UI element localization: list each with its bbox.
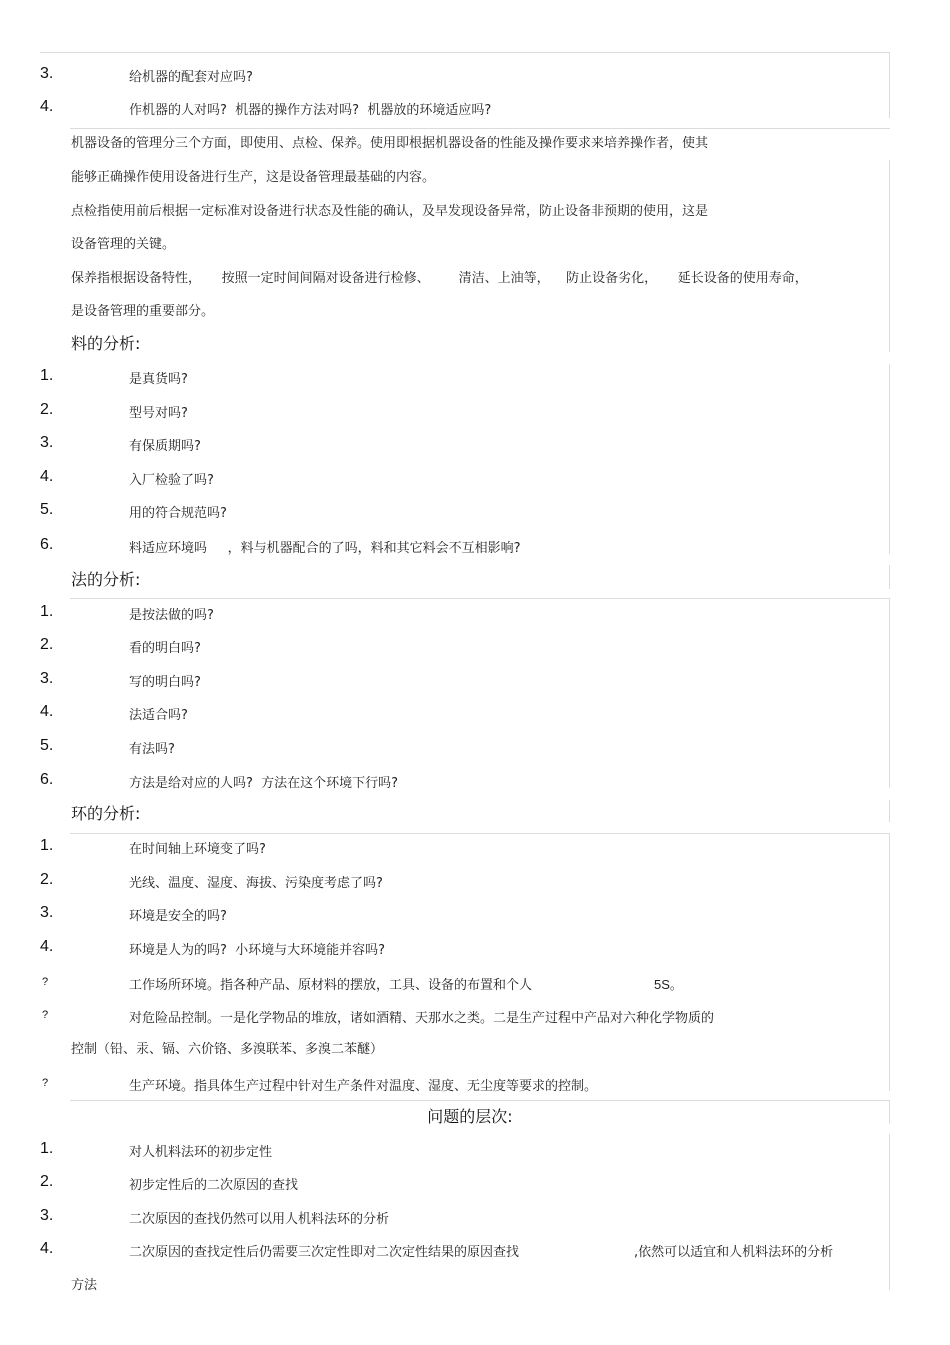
list-item: 初步定性后的二次原因的查找 xyxy=(129,1178,299,1193)
list-item: 是真货吗? xyxy=(129,372,188,387)
paragraph-line: 设备管理的关键。 xyxy=(71,237,176,252)
list-item: 有法吗? xyxy=(129,742,175,757)
list-item: 给机器的配套对应吗? xyxy=(129,70,253,85)
list-item: 方法是给对应的人吗? 方法在这个环境下行吗? xyxy=(129,776,399,791)
table-border xyxy=(889,364,890,554)
list-number: 6. xyxy=(40,771,54,788)
list-item: 环境是安全的吗? xyxy=(129,909,227,924)
list-number: 3. xyxy=(40,434,54,451)
bullet-continuation: 控制（铅、汞、镉、六价铬、多溴联苯、多溴二苯醚） xyxy=(71,1042,384,1057)
section-heading-levels: 问题的层次: xyxy=(427,1107,513,1126)
table-border xyxy=(70,833,890,834)
list-number: 2. xyxy=(40,1173,54,1190)
list-item: 有保质期吗? xyxy=(129,439,201,454)
table-border xyxy=(70,598,890,599)
list-item: 用的符合规范吗? xyxy=(129,506,227,521)
table-border xyxy=(889,800,890,822)
section-heading-method: 法的分析: xyxy=(71,570,141,589)
list-number: 3. xyxy=(40,1207,54,1224)
table-border xyxy=(889,52,890,118)
list-item: 在时间轴上环境变了吗? xyxy=(129,842,266,857)
paragraph-line: 点检指使用前后根据一定标准对设备进行状态及性能的确认，及早发现设备异常，防止设备非预期的使用，这是 xyxy=(71,204,709,219)
list-number: 1. xyxy=(40,603,54,620)
list-item: 光线、温度、湿度、海拔、污染度考虑了吗? xyxy=(129,876,383,891)
list-item: 二次原因的查找定性后仍需要三次定性即对二次定性结果的原因查找 xyxy=(129,1245,520,1260)
list-number: 1. xyxy=(40,837,54,854)
list-item: 写的明白吗? xyxy=(129,675,201,690)
list-number: 1. xyxy=(40,367,54,384)
list-item: 二次原因的查找仍然可以用人机料法环的分析 xyxy=(129,1212,390,1227)
list-item: 料适应环境吗 ，料与机器配合的了吗，料和其它料会不互相影响? xyxy=(129,541,521,556)
list-item-continuation: 方法 xyxy=(71,1278,98,1293)
table-border xyxy=(889,160,890,352)
table-border xyxy=(70,128,890,129)
section-heading-environment: 环的分析: xyxy=(71,804,141,823)
list-item: 入厂检验了吗? xyxy=(129,473,214,488)
bullet-item: 对危险品控制。一是化学物品的堆放，诸如酒精、天那水之类。二是生产过程中产品对六种化学物质的 xyxy=(129,1011,715,1026)
table-border xyxy=(889,1134,890,1290)
list-number: 6. xyxy=(40,536,54,553)
list-item: 对人机料法环的初步定性 xyxy=(129,1145,273,1160)
list-number: 5. xyxy=(40,501,54,518)
list-number: 4. xyxy=(40,703,54,720)
list-number: 2. xyxy=(40,871,54,888)
list-item: 型号对吗? xyxy=(129,406,188,421)
list-number: 4. xyxy=(40,938,54,955)
section-heading-material: 料的分析: xyxy=(71,334,141,353)
list-number: 3. xyxy=(40,904,54,921)
list-item: 环境是人为的吗? 小环境与大环境能并容吗? xyxy=(129,943,386,958)
table-border xyxy=(40,52,890,53)
paragraph-line: 是设备管理的重要部分。 xyxy=(71,304,215,319)
list-number: 1. xyxy=(40,1140,54,1157)
list-number: 4. xyxy=(40,1240,54,1257)
list-item: 是按法做的吗? xyxy=(129,608,214,623)
table-border xyxy=(889,598,890,788)
table-border xyxy=(70,1100,890,1101)
bullet-item: 生产环境。指具体生产过程中针对生产条件对温度、湿度、无尘度等要求的控制。 xyxy=(129,1079,598,1094)
list-number: 4. xyxy=(40,468,54,485)
list-item: 作机器的人对吗? 机器的操作方法对吗? 机器放的环境适应吗? xyxy=(129,103,492,118)
list-number: 5. xyxy=(40,737,54,754)
list-number: 4. xyxy=(40,98,54,115)
bullet-mark: ? xyxy=(42,976,49,988)
list-number: 2. xyxy=(40,401,54,418)
bullet-mark: ? xyxy=(42,1077,49,1089)
list-item: 法适合吗? xyxy=(129,708,188,723)
list-item-suffix: ,依然可以适宜和人机料法环的分析 xyxy=(634,1245,834,1260)
bullet-item-suffix: 5S。 xyxy=(654,977,683,992)
bullet-item: 工作场所环境。指各种产品、原材料的摆放，工具、设备的布置和个人 xyxy=(129,978,533,993)
paragraph-line: 能够正确操作使用设备进行生产，这是设备管理最基础的内容。 xyxy=(71,170,436,185)
list-number: 3. xyxy=(40,65,54,82)
bullet-mark: ? xyxy=(42,1009,49,1021)
paragraph-line: 保养指根据设备特性， 按照一定时间间隔对设备进行检修、 清洁、上油等， 防止设备劣化， 延长设备的使用寿命， xyxy=(71,271,808,286)
table-border xyxy=(889,565,890,589)
list-item: 看的明白吗? xyxy=(129,641,201,656)
list-number: 3. xyxy=(40,670,54,687)
paragraph-line: 机器设备的管理分三个方面，即使用、点检、保养。使用即根据机器设备的性能及操作要求来培养操作者，使其 xyxy=(71,136,709,151)
table-border xyxy=(889,833,890,1091)
list-number: 2. xyxy=(40,636,54,653)
